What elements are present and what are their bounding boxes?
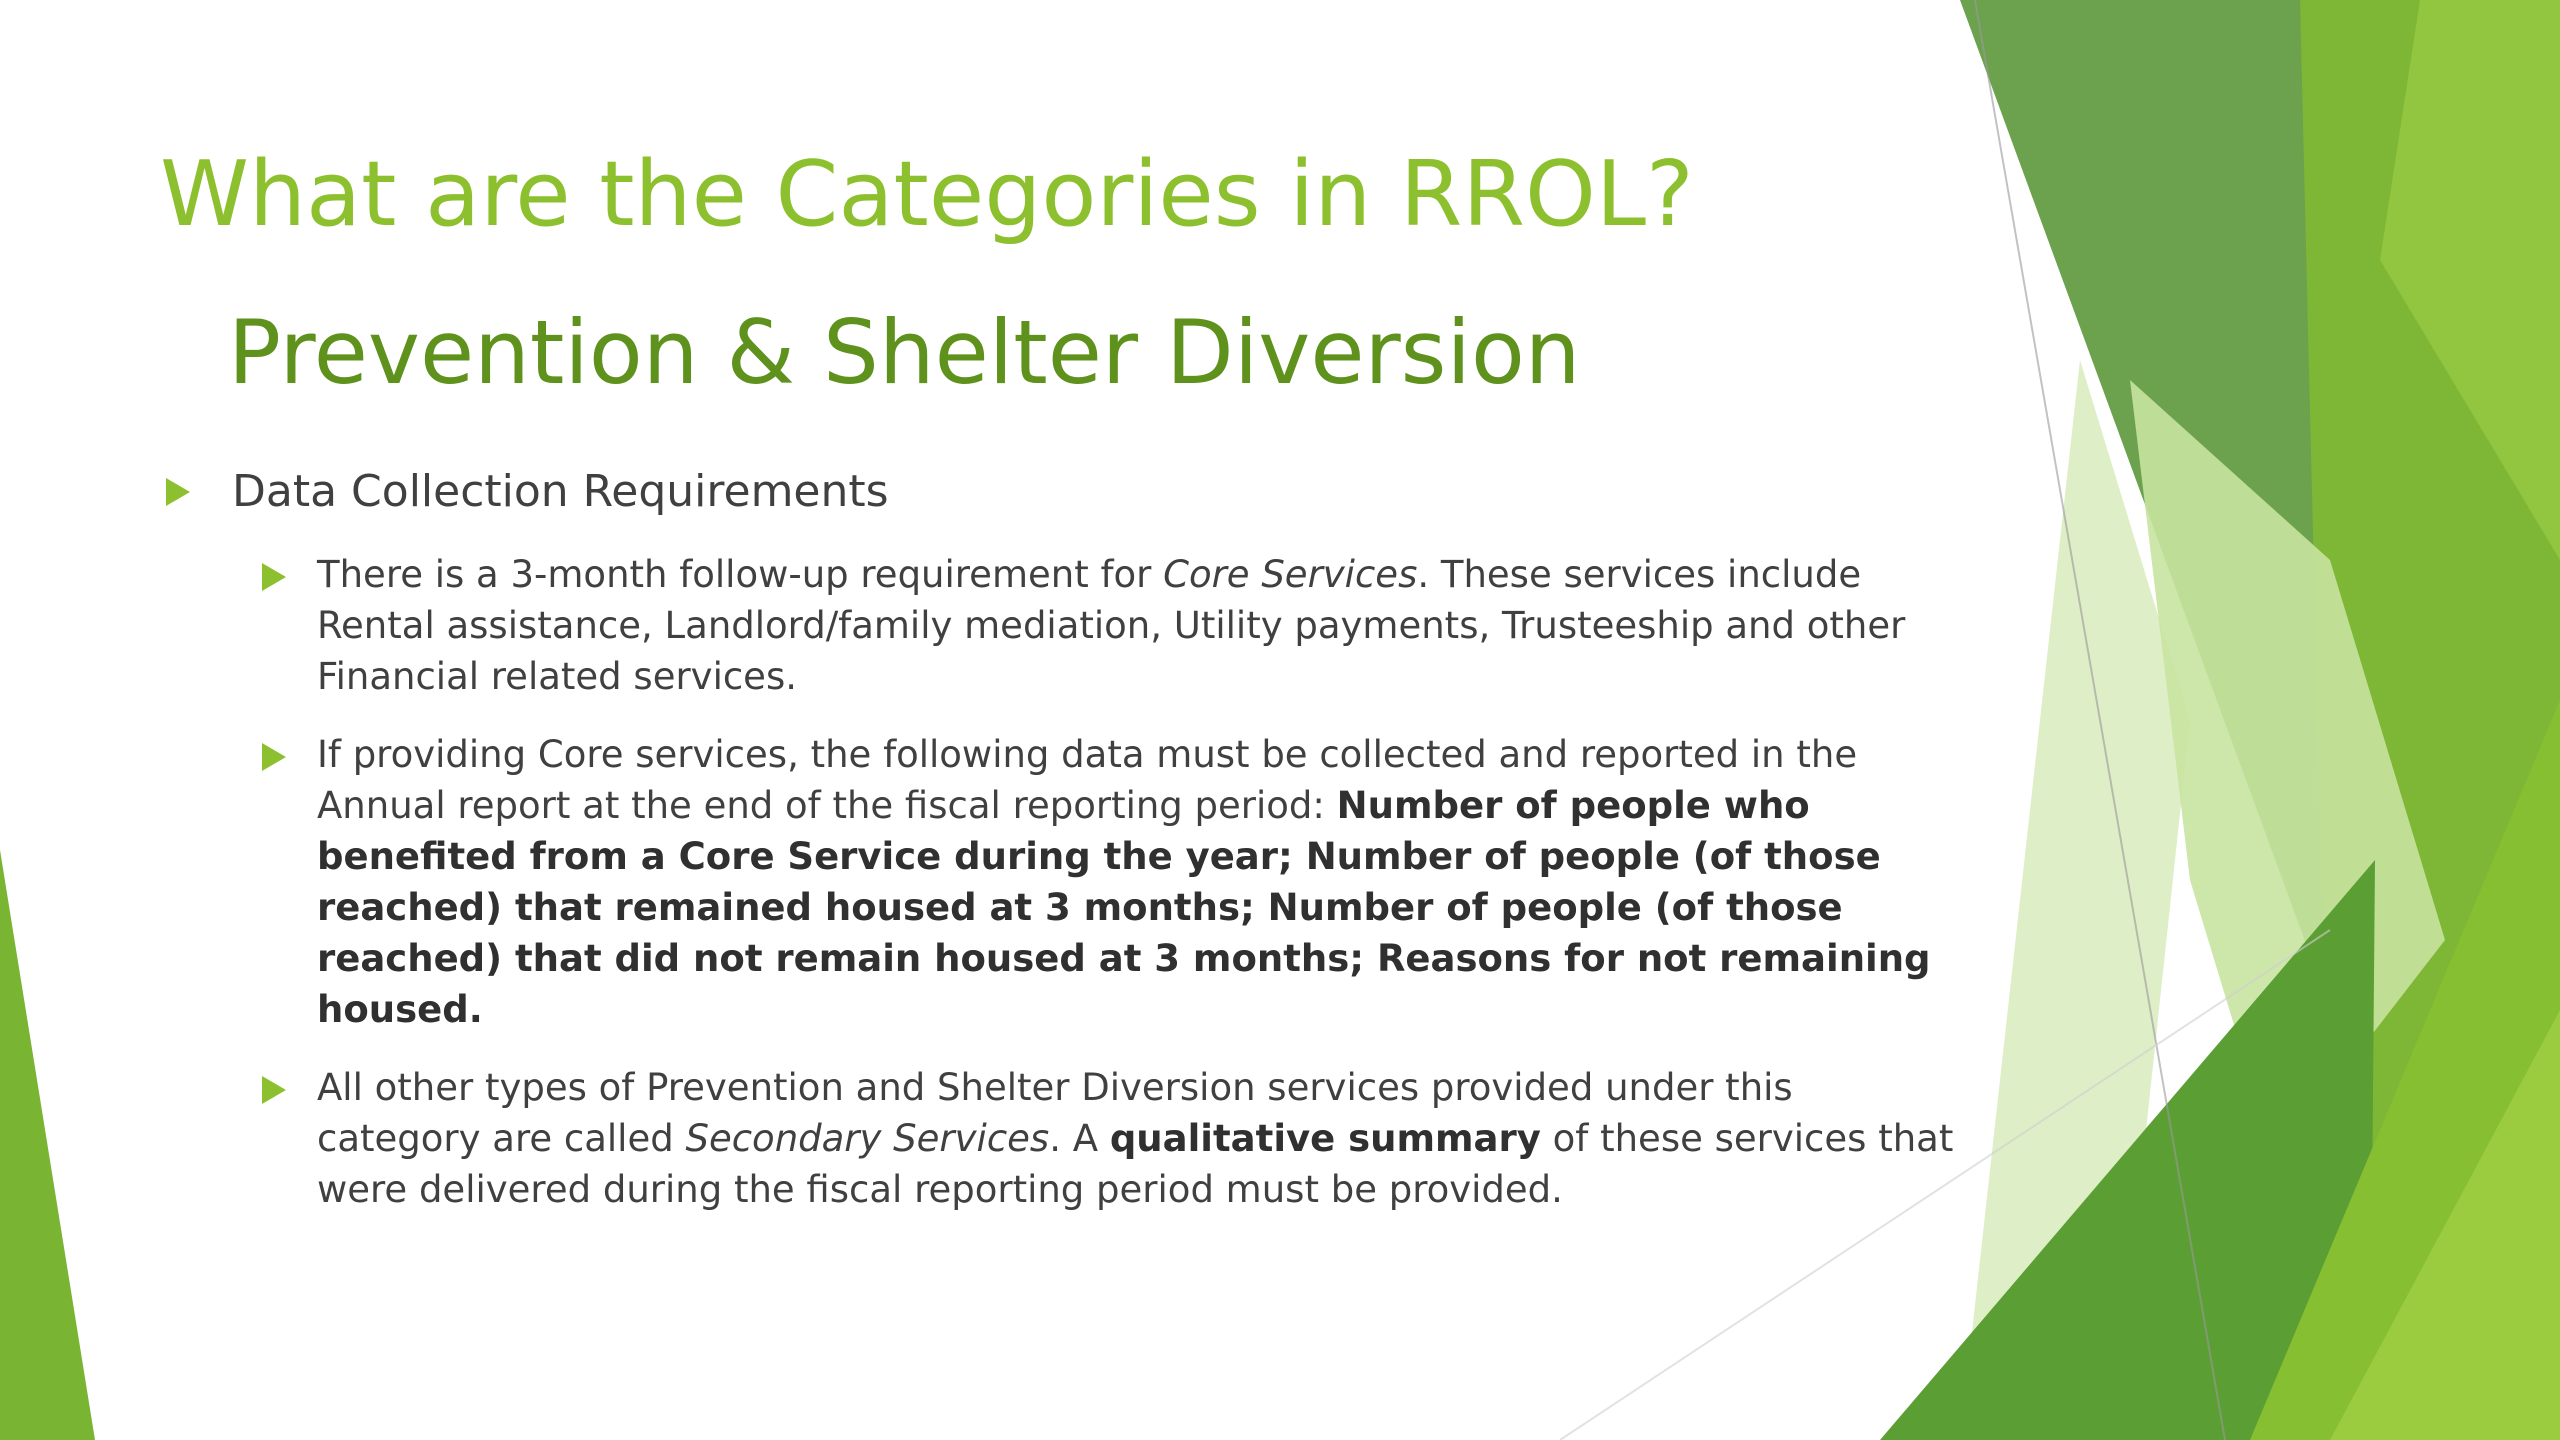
sub-bullet-data-reporting [262,729,1962,1035]
slide-title: What are the Categories in RROL? [160,142,1694,247]
slide-subtitle: Prevention & Shelter Diversion [228,301,1581,404]
sub-bullet-text: There is a 3-month follow-up requirement for Core Services. These services include Rental assistance, Landlord/family mediation, Utility payments, Trusteeship and other Financial related services. [317,553,1906,698]
sub-bullet-text: All other types of Prevention and Shelter Diversion services provided under this category are called Secondary Services. A qualitative summary of these services that were delivered during the fiscal reporting period must be provided. [317,1066,1954,1211]
sub-bullet-text: If providing Core services, the following data must be collected and reported in the Annual report at the end of the fiscal reporting period: Number of people who benefited from a Core Service during the year; Number of people (of those reached) that remained housed at 3 months; Number of people (of those reached) that did not remain housed at 3 months; Reasons for not remaining housed. [317,733,1931,1031]
sub-bullet-secondary-services [262,1062,1962,1215]
triangle-right-icon [166,478,190,506]
triangle-right-icon [262,1076,286,1104]
left-edge-shape [0,850,95,1440]
bullet-label: Data Collection Requirements [232,466,889,517]
triangle-right-icon [262,563,286,591]
bullet-data-collection [160,462,1960,522]
sub-bullet-core-services [262,549,1962,702]
triangle-right-icon [262,743,286,771]
